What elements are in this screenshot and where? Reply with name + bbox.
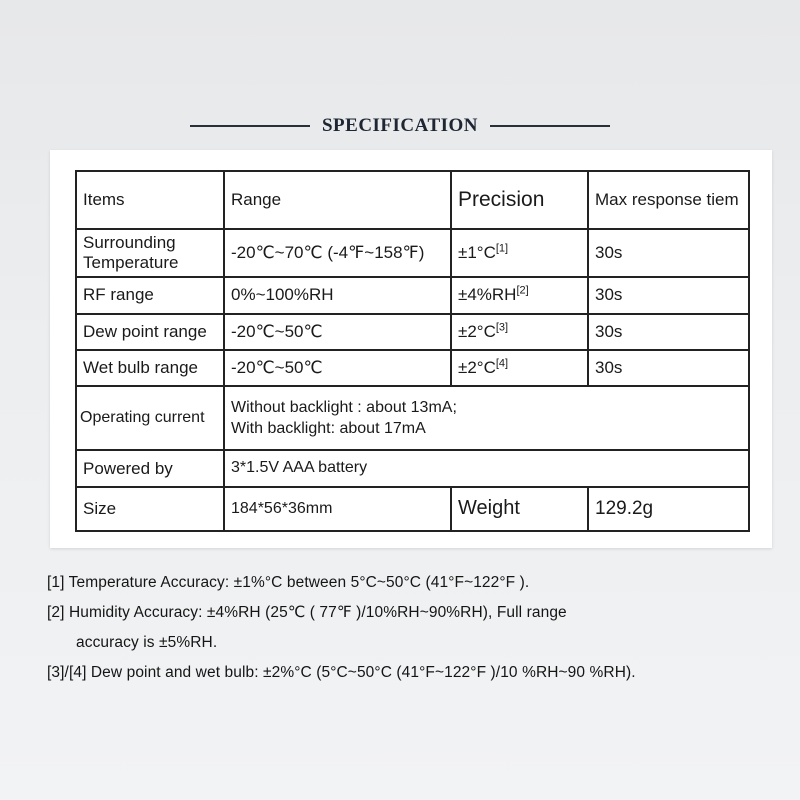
- operating-line: Without backlight : about 13mA;: [231, 398, 457, 416]
- title-rule-right: [490, 125, 610, 127]
- title-bar: [0, 108, 800, 144]
- row-response: 30s: [588, 229, 749, 276]
- header-items: Items: [76, 171, 224, 229]
- precision-value: ±4%RH: [458, 285, 517, 305]
- table-row-powered: [76, 450, 749, 486]
- header-response: Max response tiem: [588, 171, 749, 229]
- footnote-ref: [4]: [495, 357, 509, 370]
- operating-value: [224, 386, 749, 450]
- row-response: 30s: [588, 277, 749, 314]
- row-precision: [451, 229, 588, 276]
- operating-label: Operating current: [76, 386, 224, 450]
- row-item: Dew point range: [76, 314, 224, 350]
- table-row: [76, 314, 749, 350]
- footnote-ref: [1]: [495, 242, 509, 255]
- table-row: [76, 277, 749, 314]
- title-rule-left: [190, 125, 310, 127]
- header-range: Range: [224, 171, 451, 229]
- row-range: -20℃~70℃ (-4℉~158℉): [224, 229, 451, 276]
- page-title: SPECIFICATION: [321, 115, 479, 136]
- row-precision: [451, 314, 588, 350]
- row-item: RF range: [76, 277, 224, 314]
- row-range: -20℃~50℃: [224, 314, 451, 350]
- precision-value: ±1°C: [458, 243, 496, 263]
- footnote-3-4: [3]/[4] Dew point and wet bulb: ±2%°C (5°C~50°C (41°F~122°F )/10 %RH~90 %RH).: [47, 664, 636, 681]
- row-item: Surrounding Temperature: [76, 229, 224, 276]
- row-item: Wet bulb range: [76, 350, 224, 386]
- spec-table: [75, 170, 750, 532]
- footnote-ref: [3]: [495, 321, 509, 334]
- table-row-operating: [76, 386, 749, 450]
- footnote-2-continued: accuracy is ±5%RH.: [76, 634, 218, 651]
- row-response: 30s: [588, 350, 749, 386]
- precision-value: ±2°C: [458, 358, 496, 378]
- precision-value: ±2°C: [458, 322, 496, 342]
- footnote-2: [2] Humidity Accuracy: ±4%RH (25℃ ( 77℉ )/10%RH~90%RH), Full range: [47, 604, 567, 621]
- spec-card: [50, 150, 772, 548]
- row-range: -20℃~50℃: [224, 350, 451, 386]
- table-row: [76, 229, 749, 276]
- footnotes: [47, 568, 787, 688]
- size-value: 184*56*36mm: [224, 487, 451, 531]
- table-row: [76, 350, 749, 386]
- row-precision: [451, 277, 588, 314]
- weight-label: Weight: [451, 487, 588, 531]
- row-response: 30s: [588, 314, 749, 350]
- footnote-ref: [2]: [516, 284, 529, 297]
- row-precision: [451, 350, 588, 386]
- size-label: Size: [76, 487, 224, 531]
- table-header-row: [76, 171, 749, 229]
- row-range: 0%~100%RH: [224, 277, 451, 314]
- table-row-size: [76, 487, 749, 531]
- weight-value: 129.2g: [588, 487, 749, 531]
- header-precision: Precision: [451, 171, 588, 229]
- powered-value: 3*1.5V AAA battery: [224, 450, 749, 486]
- footnote-1: [1] Temperature Accuracy: ±1%°C between 5°C~50°C (41°F~122°F ).: [47, 574, 530, 591]
- operating-line: With backlight: about 17mA: [231, 420, 426, 438]
- powered-label: Powered by: [76, 450, 224, 486]
